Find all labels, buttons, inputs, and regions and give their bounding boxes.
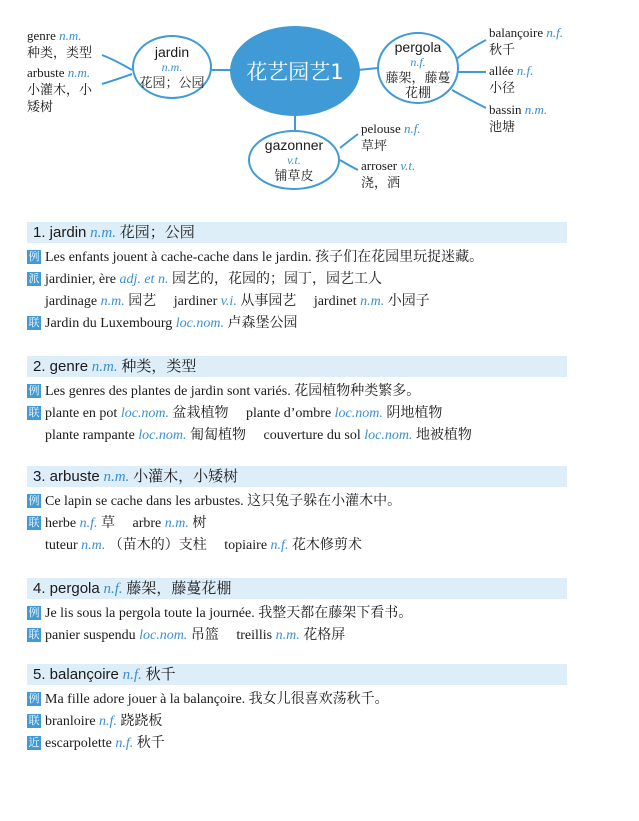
bubble-pergola-zh1: 藤架，藤蔓 [385, 70, 451, 85]
related-tag-icon: 联 [28, 628, 40, 641]
leaf-arroser-pos: v.t. [400, 158, 416, 173]
entry-balancoire [27, 664, 567, 755]
leaf-balancoire-pos: n.f. [546, 25, 564, 40]
derived-word: jardinier, ère [45, 272, 116, 287]
leaf-genre-pos: n.m. [59, 28, 82, 43]
related-zh: 卢森堡公园 [227, 316, 298, 331]
related-pos: n.m. [81, 538, 106, 553]
related-zh: 树 [192, 516, 207, 531]
entry-word: 4. pergola [33, 580, 100, 597]
example-text: Ce lapin se cache dans les arbustes. 这只兔子躲在小灌木中。 [45, 494, 402, 509]
leaf-bassin-word: bassin [489, 102, 522, 117]
bubble-pergola-word: pergola [394, 39, 442, 55]
related-zh: 盆栽植物 [172, 406, 229, 421]
example-line [27, 491, 567, 513]
related-word: plante en pot [45, 406, 118, 421]
leaf-arbuste-zh2: 矮树 [27, 99, 54, 114]
leaf-arroser-word: arroser [361, 158, 398, 173]
derived-line [27, 269, 567, 291]
leaf-pelouse-pos: n.f. [403, 121, 421, 136]
example-tag-icon: 例 [28, 250, 40, 263]
leaf-arbuste-pos: n.m. [67, 65, 91, 80]
entry-pergola [27, 578, 567, 647]
example-text: Ma fille adore jouer à la balançoire. 我女儿很喜欢荡秋千。 [45, 692, 389, 707]
related-word: panier suspendu [45, 628, 136, 643]
leaf-arbuste-word: arbuste [27, 65, 65, 80]
entry-word: 5. balançoire [33, 666, 119, 683]
leaf-bassin-pos: n.m. [524, 102, 548, 117]
mind-map-center: 花艺园艺1 [230, 26, 360, 116]
derived-word: jardiner [173, 294, 218, 309]
leaf-genre-word: genre [27, 28, 56, 43]
related-zh: 匍匐植物 [190, 428, 247, 443]
related-pos: n.f. [99, 714, 117, 729]
related-tag-icon: 联 [28, 316, 40, 329]
related-pos: loc.nom. [120, 406, 170, 421]
related-line-2 [27, 535, 567, 557]
related-pos: n.m. [275, 628, 300, 643]
derived-pos: adj. et n. [119, 272, 169, 287]
related-zh: 跷跷板 [120, 714, 163, 729]
synonym-line [27, 733, 567, 755]
entry-zh: 藤架，藤蔓花棚 [126, 581, 232, 597]
bubble-pergola-zh2: 花棚 [404, 85, 431, 100]
bubble-jardin-word: jardin [154, 44, 190, 60]
related-tag-icon: 联 [28, 714, 40, 727]
synonym-pos: n.f. [115, 736, 134, 751]
derived-zh: 小园子 [387, 294, 430, 309]
related-pos: loc.nom. [138, 428, 187, 443]
entry-pos: n.f. [122, 667, 142, 683]
bubble-pergola-pos: n.f. [410, 55, 426, 69]
leaf-pelouse-zh: 草坪 [361, 138, 388, 153]
leaf-allee [489, 62, 533, 96]
entry-pos: n.f. [103, 581, 123, 597]
example-text: Les enfants jouent à cache-cache dans le jardin. 孩子们在花园里玩捉迷藏。 [45, 250, 484, 265]
related-word: tuteur [45, 538, 78, 553]
entry-zh: 秋千 [145, 667, 176, 683]
entry-jardin [27, 222, 567, 335]
leaf-allee-zh: 小径 [489, 80, 516, 95]
leaf-balancoire-zh: 秋千 [489, 42, 516, 57]
derived-pos: n.m. [360, 294, 385, 309]
derived-zh: 从事园艺 [240, 294, 297, 309]
entry-word: 3. arbuste [33, 468, 100, 485]
entry-pos: n.m. [91, 359, 118, 375]
example-text: Je lis sous la pergola toute la journée. 我整天都在藤架下看书。 [45, 606, 413, 621]
related-zh: 花木修剪术 [291, 538, 362, 553]
synonym-zh: 秋千 [136, 736, 165, 751]
leaf-balancoire [489, 24, 563, 58]
example-tag-icon: 例 [28, 494, 40, 507]
bubble-jardin-zh: 花园；公园 [139, 75, 205, 90]
bubble-gazonner-pos: v.t. [287, 153, 301, 167]
related-pos: loc.nom. [139, 628, 188, 643]
related-zh: 阴地植物 [386, 406, 443, 421]
derived-word: jardinet [313, 294, 357, 309]
leaf-pelouse-word: pelouse [361, 121, 401, 136]
leaf-arbuste-zh1: 小灌木，小 [27, 82, 93, 97]
example-line [27, 381, 567, 403]
derived-word: jardinage [45, 294, 98, 309]
leaf-allee-pos: n.f. [516, 63, 534, 78]
example-line [27, 689, 567, 711]
related-zh: 吊篮 [190, 628, 219, 643]
related-tag-icon: 联 [28, 516, 40, 529]
bubble-jardin [132, 35, 212, 99]
related-line-2 [27, 425, 567, 447]
related-pos: loc.nom. [334, 406, 383, 421]
synonym-word: escarpolette [45, 736, 112, 751]
related-word: herbe [45, 516, 77, 531]
related-line [27, 625, 567, 647]
related-word: couverture du sol [263, 428, 361, 443]
entry-head [27, 578, 567, 599]
leaf-arroser-zh: 浇，洒 [361, 175, 401, 190]
related-word: Jardin du Luxembourg [45, 316, 173, 331]
related-pos: loc.nom. [364, 428, 413, 443]
related-line [27, 403, 567, 425]
leaf-allee-word: allée [489, 63, 514, 78]
entry-zh: 种类，类型 [121, 359, 197, 375]
derived-zh: 园艺 [128, 294, 157, 309]
entry-zh: 小灌木，小矮树 [133, 469, 239, 485]
derived-zh: 园艺的，花园的；园丁，园艺工人 [171, 272, 382, 287]
bubble-gazonner-word: gazonner [264, 137, 324, 153]
leaf-bassin [489, 101, 547, 135]
related-word: branloire [45, 714, 96, 729]
derived-pos: n.m. [100, 294, 125, 309]
entry-head [27, 664, 567, 685]
entry-pos: n.m. [90, 225, 116, 241]
leaf-arroser [361, 157, 415, 191]
bubble-jardin-pos: n.m. [161, 60, 183, 74]
derived-pos: v.i. [220, 294, 237, 309]
example-line [27, 247, 567, 269]
synonym-tag-icon: 近 [28, 736, 40, 749]
leaf-genre-zh: 种类，类型 [27, 45, 93, 60]
derived-tag-icon: 派 [28, 272, 40, 285]
related-word: plante rampante [45, 428, 135, 443]
related-word: plante d’ombre [246, 406, 332, 421]
leaf-bassin-zh: 池塘 [489, 119, 516, 134]
leaf-pelouse [361, 120, 421, 154]
entry-arbuste [27, 466, 567, 557]
entry-head [27, 356, 567, 377]
entry-genre [27, 356, 567, 447]
leaf-balancoire-word: balançoire [489, 25, 544, 40]
related-word: treillis [236, 628, 273, 643]
leaf-arbuste [27, 64, 92, 115]
entry-pos: n.m. [103, 469, 130, 485]
entry-word: 1. jardin [33, 224, 87, 241]
leaf-genre [27, 27, 92, 61]
related-zh: 草 [100, 516, 115, 531]
related-zh: 地被植物 [415, 428, 472, 443]
mind-map [0, 0, 639, 200]
entry-zh: 花园；公园 [119, 225, 195, 241]
related-pos: n.f. [270, 538, 289, 553]
example-text: Les genres des plantes de jardin sont variés. 花园植物种类繁多。 [45, 384, 421, 399]
example-tag-icon: 例 [28, 692, 40, 705]
related-line [27, 513, 567, 535]
related-line [27, 711, 567, 733]
related-pos: n.f. [79, 516, 98, 531]
related-pos: loc.nom. [175, 316, 224, 331]
related-line [27, 313, 567, 335]
bubble-gazonner [248, 130, 340, 190]
example-tag-icon: 例 [28, 384, 40, 397]
related-tag-icon: 联 [28, 406, 40, 419]
related-zh: （苗木的）支柱 [108, 538, 207, 553]
entry-head [27, 466, 567, 487]
entry-word: 2. genre [33, 358, 89, 375]
example-line [27, 603, 567, 625]
entry-head [27, 222, 567, 243]
related-word: topiaire [224, 538, 268, 553]
derived-line-2 [27, 291, 567, 313]
related-zh: 花格屏 [303, 628, 346, 643]
related-word: arbre [132, 516, 162, 531]
example-tag-icon: 例 [28, 606, 40, 619]
bubble-pergola [377, 32, 459, 104]
related-pos: n.m. [164, 516, 189, 531]
bubble-gazonner-zh: 铺草皮 [274, 168, 314, 183]
